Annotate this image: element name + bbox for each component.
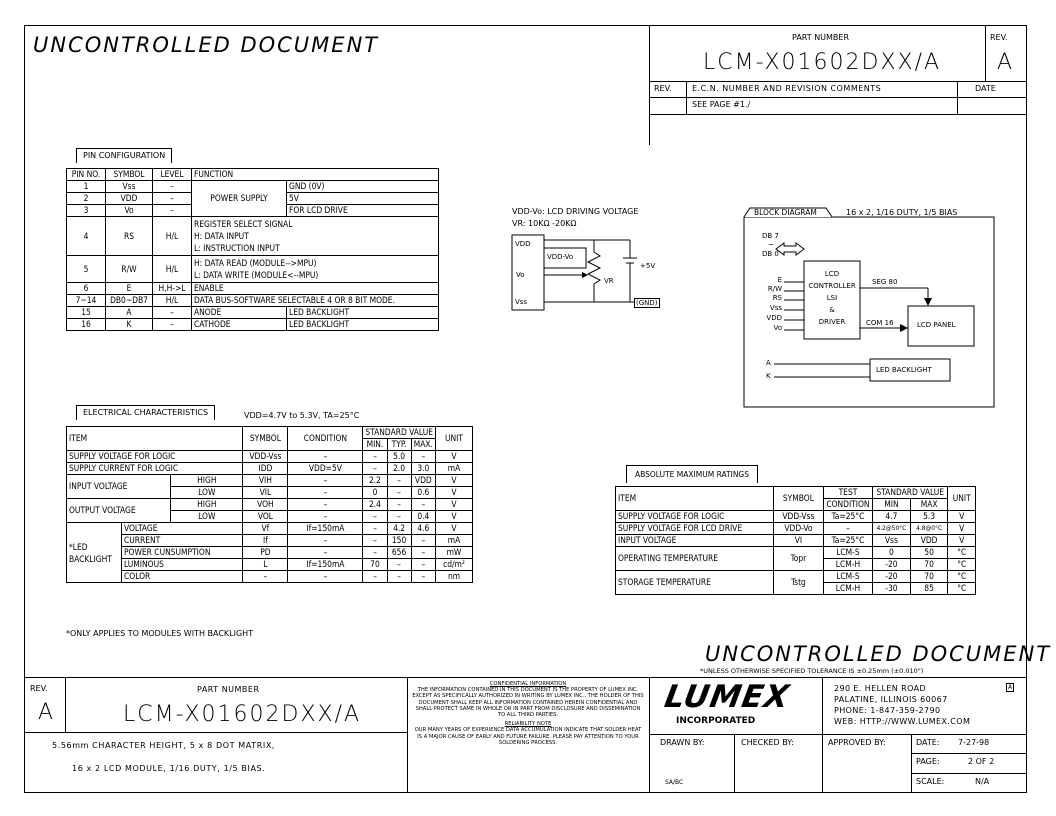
part-number-label: PART NUMBER xyxy=(792,33,850,42)
page-value: 2 OF 2 xyxy=(968,757,995,766)
pin-rs-label: RS xyxy=(772,294,782,302)
scale-value: N/A xyxy=(975,777,990,786)
part-number: LCM-X01602DXX/A xyxy=(703,50,942,75)
pin-e-label: E xyxy=(777,276,782,284)
plus5v-label: +5V xyxy=(640,262,656,270)
seg-label: SEG 80 xyxy=(872,278,898,286)
drawn-by-value: SA/BC xyxy=(665,779,684,786)
pin-k-label: K xyxy=(766,372,771,380)
pin-rw-label: R/W xyxy=(767,285,782,293)
footer-rev-label: REV. xyxy=(30,684,48,693)
pin-config-tab: PIN CONFIGURATION xyxy=(76,148,172,163)
page-label: PAGE: xyxy=(916,757,940,766)
led-backlight-block: LED BACKLIGHT xyxy=(876,366,932,374)
pin-a-label: A xyxy=(766,359,771,367)
lcd-drive-note-1: VDD-Vo: LCD DRIVING VOLTAGE xyxy=(512,207,639,216)
drawn-by-label: DRAWN BY: xyxy=(660,738,705,747)
lcd-controller-block: LCD CONTROLLER LSI & DRIVER xyxy=(808,270,856,326)
uncontrolled-title-top: UNCONTROLLED DOCUMENT xyxy=(33,33,380,57)
description-line-1: 5.56mm CHARACTER HEIGHT, 5 x 8 DOT MATRIX, xyxy=(52,741,276,750)
lcd-panel-block: LCD PANEL xyxy=(917,321,956,329)
abs-max-table: ITEM SYMBOL TEST STANDARD VALUE UNIT CONDITION MIN MAX SUPPLY VOLTAGE FOR LOGIC VDD-Vss Ta=25°C 4.7 5.3 V SUPPLY VOLTAGE FOR LCD DRIVE VDD-Vo – 4.2@50°C 4.8@0°C V INPUT VOLTAGE VI Ta=25°C Vss VDD V OPERATING TEMPERATURE Topr LCM-S 0 50 °C LCM-H -20 70 °C STORAGE TEMPERATURE Tstg LCM-S -20 70 °C LCM-H -30 85 °C xyxy=(615,486,976,595)
pin-vo-label: Vo xyxy=(773,324,782,332)
pin-vss-label: Vss xyxy=(769,304,782,312)
vdd-vo-label: VDD-Vo xyxy=(547,253,574,261)
ecn-header: E.C.N. NUMBER AND REVISION COMMENTS xyxy=(692,84,882,93)
lumex-logo: LUMEX xyxy=(661,679,793,715)
date-header: DATE xyxy=(975,84,996,93)
backlight-note: *ONLY APPLIES TO MODULES WITH BACKLIGHT xyxy=(66,629,254,638)
pin-config-table: PIN NO. SYMBOL LEVEL FUNCTION 1 Vss – POWER SUPPLY GND (0V) 2 VDD – 5V 3 Vo – FOR LCD DRIVE 4 RS H/L REGISTER SELECT SIGNAL H: DATA INPUT L: INSTRUCTION INPUT 5 R/W H/L H: DATA READ (MODULE-->MPU) L: DATA WRITE (MODULE<--MPU) 6 E H,H->L ENABLE 7~14 DB0~DB7 H/L DATA BUS-SOFTWARE SELECTABLE 4 OR 8 BIT MODE. 15 A – ANODE LED BACKLIGHT 16 K – CATHODE LED BACKLIGHT xyxy=(66,168,439,331)
vdd-label: VDD xyxy=(515,240,531,248)
db-tilde: ~ xyxy=(768,241,774,249)
db7-label: DB 7 xyxy=(762,232,779,240)
elec-char-tab: ELECTRICAL CHARACTERISTICS xyxy=(76,405,215,420)
rev-value: A xyxy=(997,50,1013,75)
block-diagram-title: BLOCK DIAGRAM xyxy=(754,208,817,217)
sheet-size: A xyxy=(1008,684,1013,691)
date-label: DATE: xyxy=(916,738,940,747)
lumex-logo-sub: INCORPORATED xyxy=(676,716,756,726)
gnd-label: (GND) xyxy=(636,299,658,307)
vss-label: Vss xyxy=(515,298,528,306)
footer-part-number: LCM-X01602DXX/A xyxy=(123,702,362,727)
abs-max-tab: ABSOLUTE MAXIMUM RATINGS xyxy=(626,465,758,483)
footer-rev-value: A xyxy=(38,700,54,725)
com-label: COM 16 xyxy=(866,319,894,327)
uncontrolled-title-bottom: UNCONTROLLED DOCUMENT xyxy=(705,642,1052,666)
elec-char-condition: VDD=4.7V to 5.3V, TA=25°C xyxy=(244,411,360,420)
date-value: 7-27-98 xyxy=(958,738,990,747)
footer-part-number-label: PART NUMBER xyxy=(197,685,260,694)
scale-label: SCALE: xyxy=(916,777,945,786)
lcd-drive-note-2: VR: 10KΩ -20KΩ xyxy=(512,219,577,228)
company-address: 290 E. HELLEN ROAD PALATINE, ILLINOIS 60067 PHONE: 1-847-359-2790 WEB: HTTP://WWW.LUMEX.COM xyxy=(834,684,971,726)
confidential-info: CONFIDENTIAL INFORMATION THE INFORMATION CONTAINED IN THIS DOCUMENT IS THE PROPERTY OF LUMEX INC. EXCEPT AS SPECIFICALLY AUTHORIZED IN WRITING BY LUMEX INC., THE HOLDER OF THIS DOCUMENT SHALL KEEP ALL INFORMATION CONTAINED HEREIN CONFIDENTIAL AND SHALL PROTECT SAME IN WHOLE OR IN PART FROM DISCLOSURE AND DISSEMINATION TO ALL THIRD PARTIES. RELIABILITY NOTE OUR MANY YEARS OF EXPERIENCE DATA ACCUMULATION INDICATE THAT SOLDER HEAT IS A MAJOR CAUSE OF EARLY AND FUTURE FAILURE. PLEASE PAY ATTENTION TO YOUR SOLDERING PROCESS. xyxy=(412,681,644,746)
vr-label: VR xyxy=(604,277,614,285)
rev-label: REV. xyxy=(990,33,1008,42)
checked-by-label: CHECKED BY: xyxy=(741,738,794,747)
pin-vdd-label: VDD xyxy=(766,314,782,322)
vo-label: Vo xyxy=(516,271,525,279)
approved-by-label: APPROVED BY: xyxy=(828,738,886,747)
description-line-2: 16 x 2 LCD MODULE, 1/16 DUTY, 1/5 BIAS. xyxy=(72,764,266,773)
elec-char-table: ITEM SYMBOL CONDITION STANDARD VALUE UNIT MIN. TYP. MAX. SUPPLY VOLTAGE FOR LOGIC VDD-Vss – – 5.0 – V SUPPLY CURRENT FOR LOGIC IDD VDD=5V – 2.0 3.0 mA INPUT VOLTAGE HIGH VIH – 2.2 – VDD V LOW VIL – 0 – 0.6 V OUTPUT VOLTAGE HIGH VOH – 2.4 – – V LOW VOL – – – 0.4 V *LED BACKLIGHT VOLTAGE Vf If=150mA – 4.2 4.6 V CURRENT If – – 150 – mA POWER CUNSUMPTION PD – – 656 – mW LUMINOUS L If=150mA 70 – – cd/m² COLOR – – – – – nm xyxy=(66,426,473,583)
block-diagram-spec: 16 x 2, 1/16 DUTY, 1/5 BIAS xyxy=(846,208,958,217)
rev-col-header: REV. xyxy=(654,84,672,93)
tolerance-note: *UNLESS OTHERWISE SPECIFIED TOLERANCE IS ±0.25mm (±0.010") xyxy=(700,667,924,675)
db0-label: DB 0 xyxy=(762,250,779,258)
see-page-note: SEE PAGE #1./ xyxy=(692,100,751,109)
